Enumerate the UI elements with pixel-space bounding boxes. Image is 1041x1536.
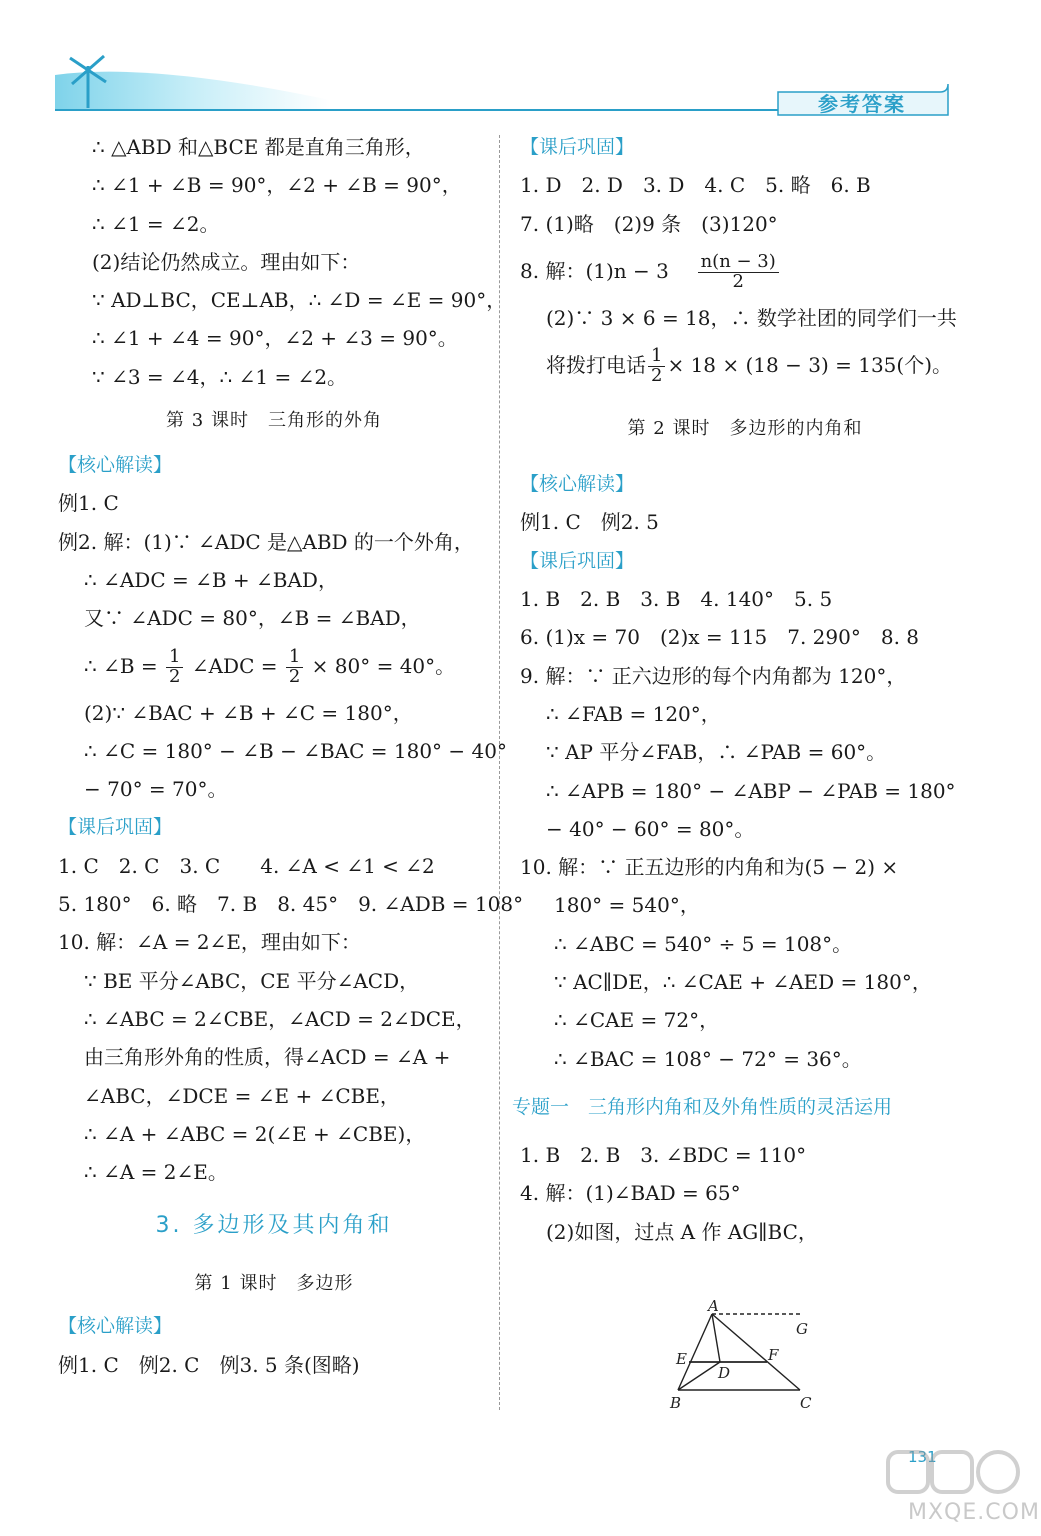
text-line: ∴ ∠A + ∠ABC = 2(∠E + ∠CBE)， <box>84 1121 426 1146</box>
label-B: B <box>670 1394 682 1412</box>
text-line: (2)∵ ∠BAC + ∠B + ∠C = 180°， <box>84 700 413 725</box>
text-line: 又∵ ∠ADC = 80°，∠B = ∠BAD， <box>84 606 421 631</box>
topic-heading: 专题一 三角形内角和及外角性质的灵活运用 <box>512 1095 893 1118</box>
text-line: ∴ ∠CAE = 72°， <box>554 1008 720 1033</box>
right-column <box>512 128 970 1251</box>
fraction-numerator: 1 <box>286 648 303 668</box>
text-fragment: ∠ADC = <box>191 653 278 678</box>
lesson-title: 第 2 课时 多边形的内角和 <box>627 418 863 440</box>
section-tag-core: 【核心解读】 <box>520 473 635 496</box>
text-line-fraction <box>520 337 970 393</box>
text-line: (2)∵ 3 × 6 = 18，∴ 数学社团的同学们一共 <box>546 305 957 330</box>
fraction-numerator: 1 <box>166 648 183 668</box>
label-D: D <box>718 1364 731 1382</box>
answer-line: 6. (1)x = 70 (2)x = 115 7. 290° 8. 8 <box>520 625 920 650</box>
text-line: ∠ABC，∠DCE = ∠E + ∠CBE， <box>84 1083 400 1108</box>
page-header <box>0 0 1041 125</box>
text-line: ∴ ∠1 = ∠2。 <box>92 211 220 236</box>
text-line: ∵ AD⊥BC，CE⊥AB，∴ ∠D = ∠E = 90°， <box>92 288 507 313</box>
fraction-denominator: 2 <box>732 270 744 292</box>
header-title: 参考答案 <box>818 92 906 116</box>
column-divider <box>499 135 500 1410</box>
answer-line: 7. (1)略 (2)9 条 (3)120° <box>520 211 778 236</box>
answer-line: 1. B 2. B 3. B 4. 140° 5. 5 <box>520 587 833 612</box>
text-line: ∴ ∠1 + ∠B = 90°，∠2 + ∠B = 90°， <box>92 173 462 198</box>
text-fragment: ∴ ∠B = <box>84 653 158 678</box>
fraction <box>648 347 665 386</box>
section-tag-after: 【课后巩固】 <box>520 549 635 572</box>
text-fragment: × 18 × (18 − 3) = 135(个)。 <box>667 353 952 378</box>
section-tag-core: 【核心解读】 <box>58 454 173 477</box>
section-tag-after: 【课后巩固】 <box>520 136 635 158</box>
section-heading: 3. 多边形及其内角和 <box>155 1213 393 1239</box>
answer-line: 4. 解：(1)∠BAD = 65° <box>520 1181 741 1206</box>
left-column <box>58 128 524 1384</box>
text-fragment: 8. 解：(1)n − 3 <box>520 258 669 283</box>
text-line: ∵ AP 平分∠FAB，∴ ∠PAB = 60°。 <box>546 740 887 765</box>
lesson-title: 第 1 课时 多边形 <box>194 1273 354 1295</box>
answer-line: 10. 解：∠A = 2∠E，理由如下： <box>58 930 361 955</box>
label-C: C <box>800 1394 812 1412</box>
section-tag-core: 【核心解读】 <box>58 1315 173 1338</box>
fraction-numerator: 1 <box>648 347 665 367</box>
text-line: ∵ AC∥DE，∴ ∠CAE + ∠AED = 180°， <box>554 970 932 995</box>
answer-line: 1. D 2. D 3. D 4. C 5. 略 6. B <box>520 173 871 198</box>
text-line: ∵ ∠3 = ∠4，∴ ∠1 = ∠2。 <box>92 364 348 389</box>
answer-line: 10. 解：∵ 正五边形的内角和为(5 − 2) × <box>520 855 899 880</box>
fraction-denominator: 2 <box>651 365 663 387</box>
text-line: ∴ ∠APB = 180° − ∠ABP − ∠PAB = 180° <box>546 778 956 803</box>
text-line: ∴ △ABD 和△BCE 都是直角三角形， <box>92 135 425 159</box>
answer-line: 1. B 2. B 3. ∠BDC = 110° <box>520 1142 807 1167</box>
text-line: ∴ ∠ABC = 540° ÷ 5 = 108°。 <box>554 931 853 956</box>
text-line: ∴ ∠A = 2∠E。 <box>84 1160 228 1185</box>
fraction-denominator: 2 <box>169 665 181 687</box>
answer-line: 1. C 2. C 3. C 4. ∠A < ∠1 < ∠2 <box>58 853 435 878</box>
text-line: − 40° − 60° = 80°。 <box>546 816 755 841</box>
answer-line: 9. 解：∵ 正六边形的每个内角都为 120°， <box>520 663 907 688</box>
section-tag-after: 【课后巩固】 <box>58 816 173 839</box>
text-line: (2)如图，过点 A 作 AG∥BC， <box>546 1219 818 1244</box>
answer-line-fraction <box>520 243 970 299</box>
text-line: 180° = 540°， <box>554 893 700 918</box>
text-line: ∵ BE 平分∠ABC，CE 平分∠ACD， <box>84 968 420 993</box>
fraction <box>166 645 183 687</box>
label-G: G <box>796 1320 808 1338</box>
page-number: 131 <box>908 1448 937 1466</box>
text-line: 由三角形外角的性质，得∠ACD = ∠A + <box>84 1045 451 1070</box>
fraction <box>698 253 779 292</box>
watermark-logo <box>868 1446 1040 1532</box>
label-F: F <box>768 1346 779 1364</box>
text-line: ∴ ∠ADC = ∠B + ∠BAD， <box>84 567 338 592</box>
text-fragment: × 80° = 40°。 <box>311 653 456 678</box>
triangle-figure <box>664 1298 824 1416</box>
text-fragment: 将拨打电话 <box>546 353 646 378</box>
lesson-title: 第 3 课时 三角形的外角 <box>166 410 382 432</box>
text-line: ∴ ∠C = 180° − ∠B − ∠BAC = 180° − 40° <box>84 738 507 763</box>
text-line: ∴ ∠ABC = 2∠CBE，∠ACD = 2∠DCE， <box>84 1006 476 1031</box>
watermark-text: MXQE.COM <box>908 1500 1040 1525</box>
text-line: ∴ ∠FAB = 120°， <box>546 701 721 726</box>
example-line: 例2. 解：(1)∵ ∠ADC 是△ABD 的一个外角， <box>58 529 474 554</box>
text-line: ∴ ∠1 + ∠4 = 90°，∠2 + ∠3 = 90°。 <box>92 326 458 351</box>
answer-line: 5. 180° 6. 略 7. B 8. 45° 9. ∠ADB = 108° <box>58 892 524 917</box>
label-A: A <box>708 1298 719 1315</box>
example-line: 例1. C 例2. C 例3. 5 条(图略) <box>58 1352 360 1377</box>
text-line: (2)结论仍然成立。理由如下： <box>92 249 361 274</box>
text-line: ∴ ∠BAC = 108° − 72° = 36°。 <box>554 1046 862 1071</box>
example-line: 例1. C <box>58 491 119 516</box>
fraction-denominator: 2 <box>288 665 301 687</box>
example-line: 例1. C 例2. 5 <box>520 510 659 535</box>
watermark-icon <box>868 1446 1034 1506</box>
text-line-fraction <box>58 638 490 694</box>
text-line: − 70° = 70°。 <box>84 777 228 802</box>
fraction <box>286 645 303 687</box>
fraction-numerator: n(n − 3) <box>698 253 779 273</box>
label-E: E <box>676 1350 687 1368</box>
